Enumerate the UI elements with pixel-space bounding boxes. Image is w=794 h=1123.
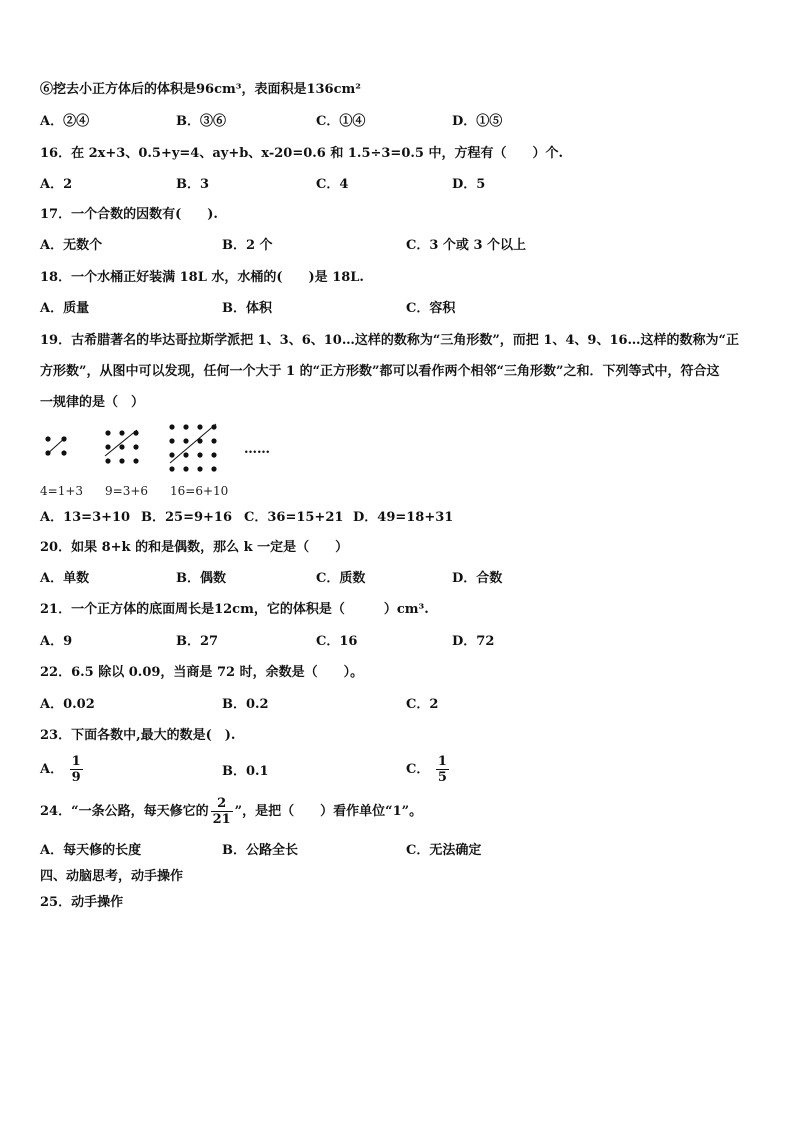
q23-option-c-fraction: [436, 754, 449, 785]
q15-option-d[interactable]: D．①⑤: [452, 114, 503, 129]
q22-stem: 22．6.5 除以 0.09，当商是 72 时，余数是（ ）。: [40, 665, 364, 680]
q24-option-a[interactable]: A．每天修的长度: [40, 843, 142, 858]
q20-option-c[interactable]: C．质数: [316, 571, 366, 586]
q24-stem: [40, 796, 422, 827]
fraction-denominator: 21: [212, 812, 231, 827]
q15-option-a[interactable]: A．②④: [40, 114, 90, 129]
figure-caption-16: 16=6+10: [170, 484, 229, 498]
square-number-figure-9: [104, 430, 144, 466]
q18-stem: 18．一个水桶正好装满 18L 水，水桶的( )是 18L.: [40, 270, 364, 285]
q21-stem: 21．一个正方体的底面周长是12cm，它的体积是（ ）cm³.: [40, 602, 429, 617]
q23-option-c[interactable]: [406, 754, 451, 785]
q16-option-a[interactable]: A．2: [40, 177, 73, 192]
q24-stem-before: 24．“一条公路，每天修它的: [40, 804, 209, 819]
q19-option-c[interactable]: C．36=15+21: [244, 510, 344, 525]
q24-option-b[interactable]: B．公路全长: [222, 843, 298, 858]
q22-option-b[interactable]: B．0.2: [222, 697, 269, 712]
square-number-figure-16: [168, 424, 222, 474]
q23-stem: 23．下面各数中,最大的数是( ).: [40, 728, 236, 743]
fraction-numerator: 1: [437, 754, 447, 769]
figure-caption-4: 4=1+3: [40, 484, 84, 498]
q18-option-b[interactable]: B．体积: [222, 301, 272, 316]
q16-option-b[interactable]: B．3: [176, 177, 210, 192]
q16-option-c[interactable]: C．4: [316, 177, 349, 192]
q24-option-c[interactable]: C．无法确定: [406, 843, 482, 858]
q23-option-a-label: A．: [40, 762, 64, 777]
q25-stem: 25．动手操作: [40, 895, 124, 910]
fraction-numerator: 1: [71, 754, 81, 769]
q17-option-c[interactable]: C．3 个或 3 个以上: [406, 238, 527, 253]
q18-option-c[interactable]: C．容积: [406, 301, 456, 316]
q17-option-b[interactable]: B．2 个: [222, 238, 273, 253]
fraction-denominator: 9: [71, 770, 81, 785]
q16-option-d[interactable]: D．5: [452, 177, 486, 192]
q24-stem-after: ”，是把（ ）看作单位“1”。: [234, 804, 423, 819]
q19-stem-line-2: 方形数”，从图中可以发现，任何一个大于 1 的“正方形数”都可以看作两个相邻“三角形数”之和．下列等式中，符合这: [40, 364, 720, 379]
q23-option-a-fraction: [70, 754, 83, 785]
q22-option-a[interactable]: A．0.02: [40, 697, 95, 712]
q15-option-b[interactable]: B．③⑥: [176, 114, 226, 129]
q19-option-a[interactable]: A．13=3+10: [40, 510, 131, 525]
q19-option-b[interactable]: B．25=9+16: [141, 510, 233, 525]
q23-option-b[interactable]: B．0.1: [222, 764, 269, 779]
q21-option-a[interactable]: A．9: [40, 634, 73, 649]
q17-option-a[interactable]: A．无数个: [40, 238, 103, 253]
q17-stem: 17．一个合数的因数有( ).: [40, 207, 218, 222]
section-4-title: 四、动脑思考，动手操作: [40, 869, 184, 884]
q24-fraction: [211, 796, 233, 827]
q21-option-d[interactable]: D．72: [452, 634, 495, 649]
fraction-numerator: 2: [217, 796, 227, 811]
q20-option-a[interactable]: A．单数: [40, 571, 90, 586]
q20-stem: 20．如果 8+k 的和是偶数，那么 k 一定是（ ）: [40, 540, 349, 555]
q23-option-a[interactable]: [40, 754, 85, 785]
q15-statement-6: ⑥挖去小正方体后的体积是96cm³，表面积是136cm²: [40, 82, 361, 97]
q19-stem-line-1: 19．古希腊著名的毕达哥拉斯学派把 1、3、6、10…这样的数称为“三角形数”，而把 1、4、9、16…这样的数称为“正: [40, 333, 740, 348]
figure-caption-9: 9=3+6: [105, 484, 149, 498]
q16-stem: 16．在 2x+3、0.5+y=4、ay+b、x-20=0.6 和 1.5÷3=0.5 中，方程有（ ）个.: [40, 146, 563, 161]
q20-option-d[interactable]: D．合数: [452, 571, 503, 586]
square-number-figure-4: [44, 435, 74, 459]
q23-option-c-label: C．: [406, 762, 430, 777]
q22-option-c[interactable]: C．2: [406, 697, 439, 712]
q21-option-b[interactable]: B．27: [176, 634, 219, 649]
q20-option-b[interactable]: B．偶数: [176, 571, 226, 586]
q19-option-d[interactable]: D．49=18+31: [353, 510, 454, 525]
q18-option-a[interactable]: A．质量: [40, 301, 90, 316]
figure-ellipsis: ……: [244, 442, 270, 457]
fraction-denominator: 5: [437, 770, 447, 785]
q21-option-c[interactable]: C．16: [316, 634, 358, 649]
q19-stem-line-3: 一规律的是（ ）: [40, 395, 145, 410]
q15-option-c[interactable]: C．①④: [316, 114, 366, 129]
